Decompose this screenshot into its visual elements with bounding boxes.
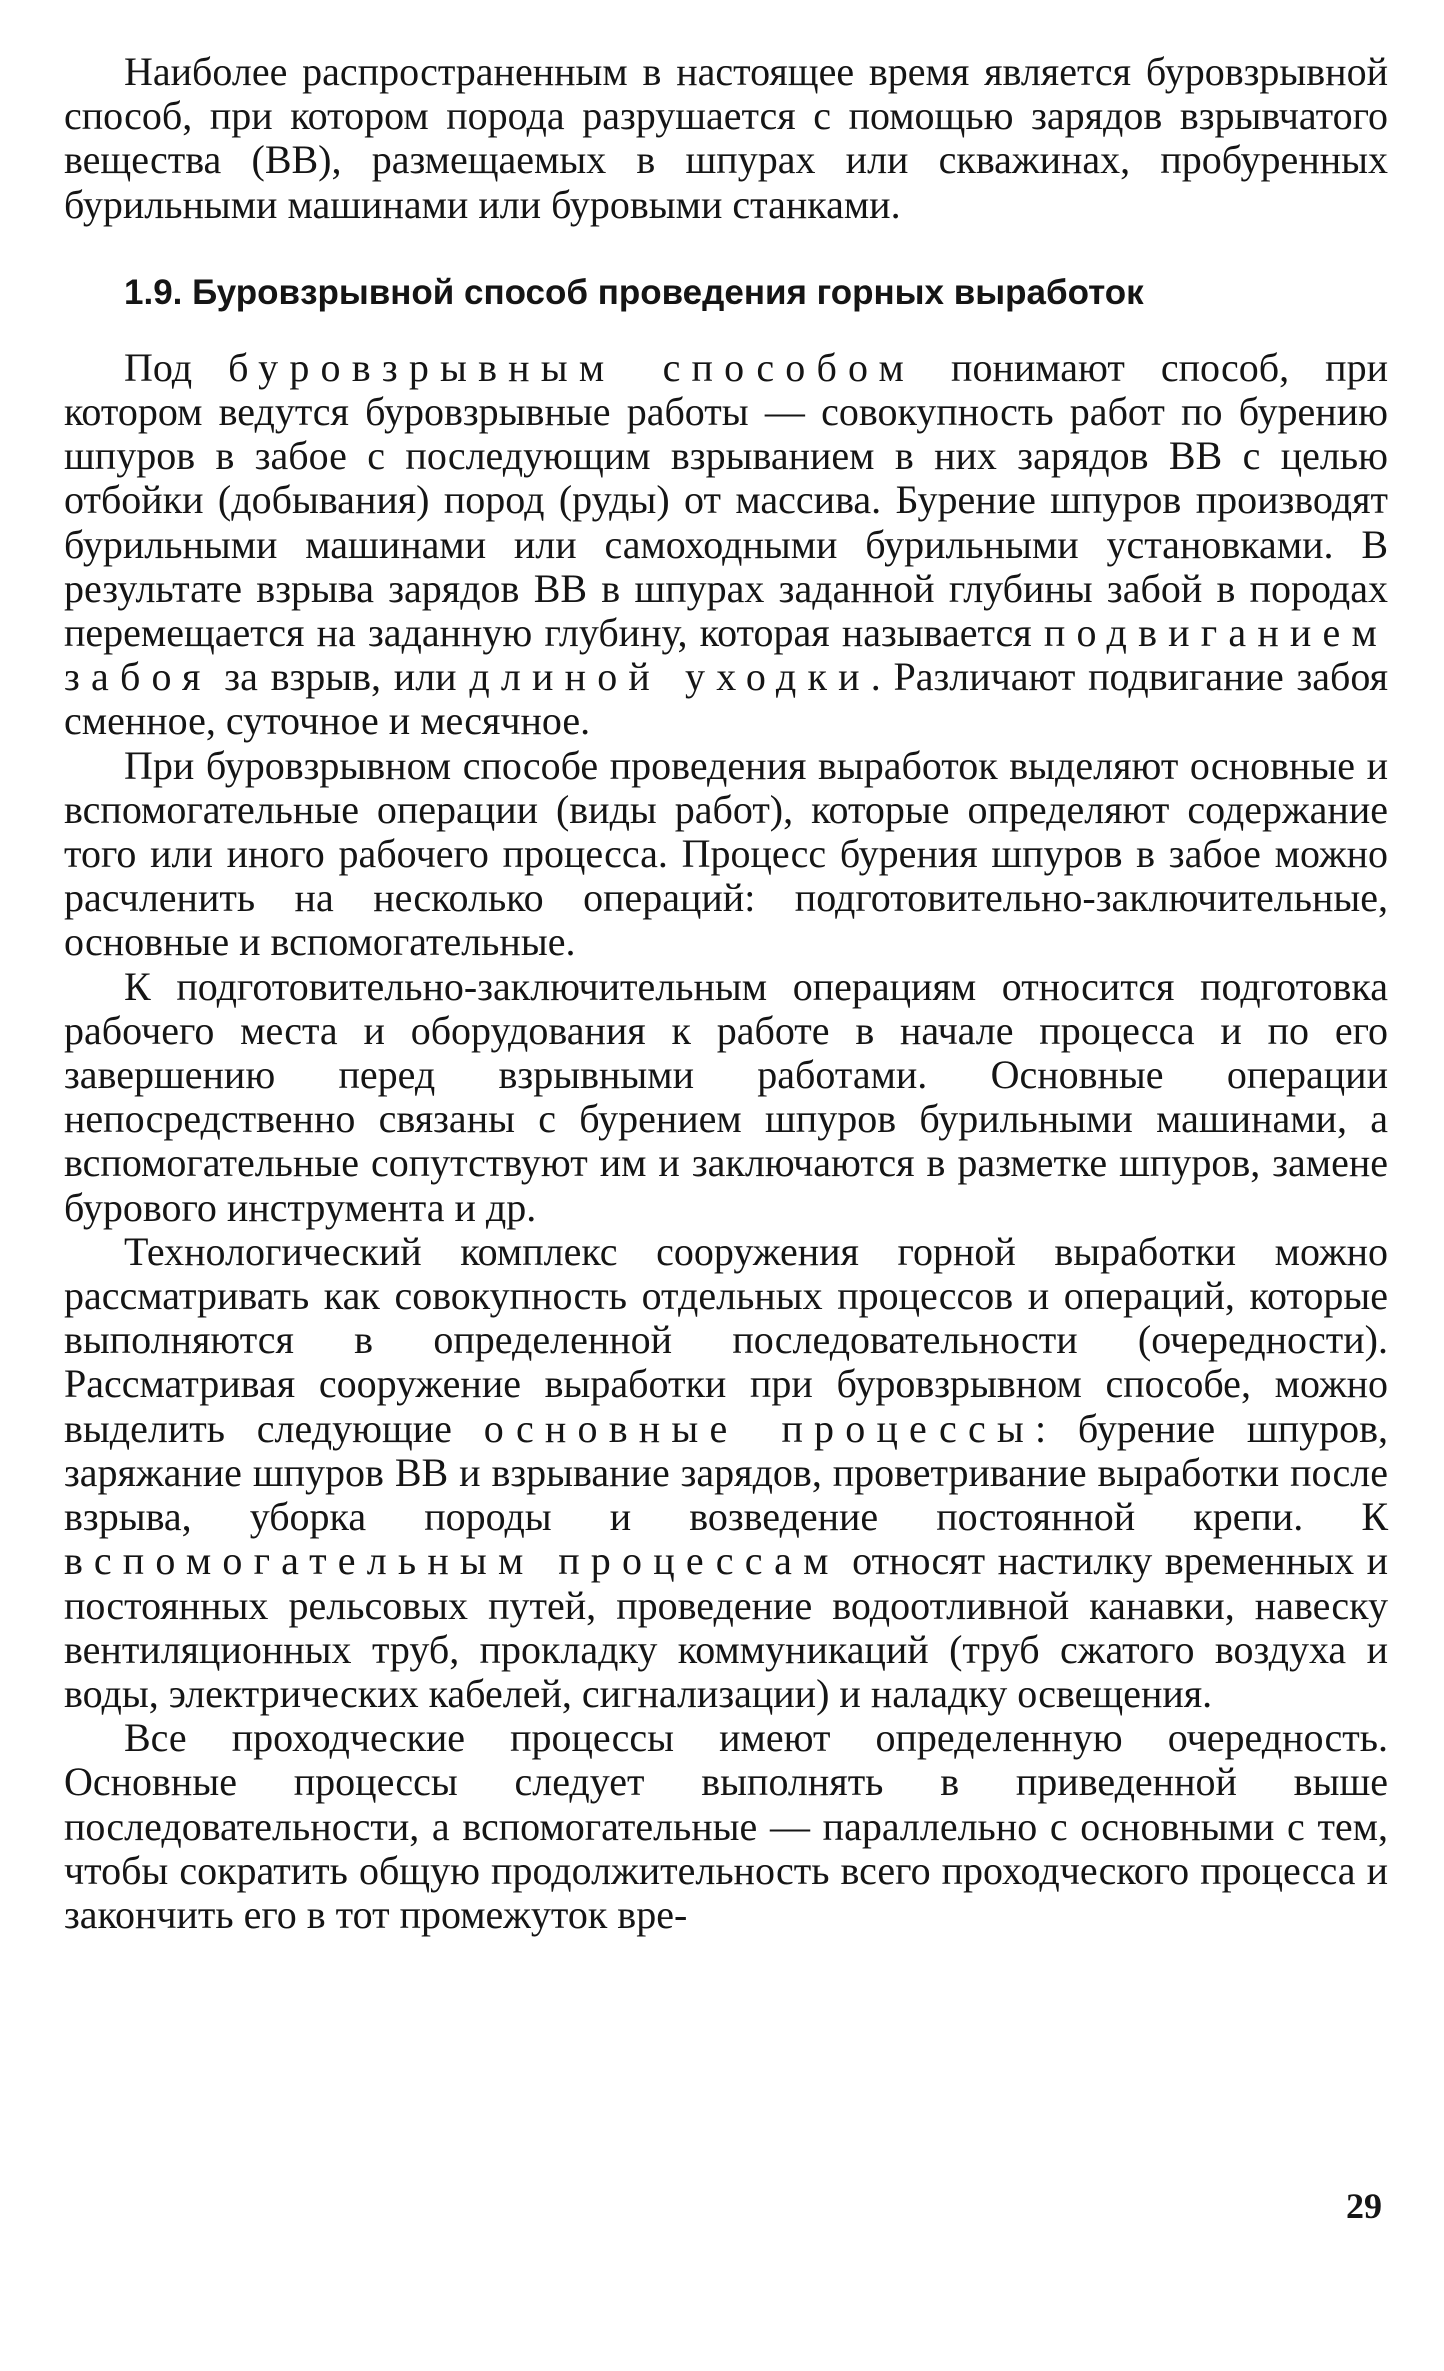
intro-paragraph: Наиболее распространенным в настоящее время является буровзрывной способ, при котором порода разрушается с помощью зарядов взрывчатого вещества (ВВ), размещаемых в шпурах или скважинах, пробуренных бурильными машинами или буровыми станками. (64, 49, 1388, 227)
paragraph-preparatory: К подготовительно-заключительным операциям относится подготовка рабочего места и оборудования к работе в начале процесса и по его завершению перед взрывными работами. Основные операции непосредственно связаны с бурением шпуров бурильными машинами, а вспомогательные сопутствуют им и заключаются в разметке шпуров, замене бурового инструмента и др. (64, 963, 1388, 1230)
spaced-term: длиной уходки (469, 654, 871, 700)
paragraph-text: относят настилку временных и постоянных рельсовых путей, проведение водоотливной канавки, навеску вентиляционных труб, прокладку коммуникаций (труб сжатого воздуха и воды, электрических кабелей, сигнализации) и наладку освещения. (64, 1538, 1388, 1716)
paragraph-text: . Различают подвигание забоя сменное, суточное и месячное. (64, 654, 1388, 744)
paragraph-text: понимают способ, при котором ведутся буровзрывные работы — совокупность работ по бурению шпуров в забое с последующим взрыванием в них зарядов ВВ с целью отбойки (добывания) пород (руды) от массива. Бурение шпуров производят бурильными машинами или самоходными бурильными установками. В результате взрыва зарядов ВВ в шпурах заданной глубины забой в породах перемещается на заданную глубину, которая называется (64, 344, 1388, 656)
paragraph-sequence: Все проходческие процессы имеют определенную очередность. Основные процессы следует выполнять в приведенной выше последовательности, а вспомогательные — параллельно с основными с тем, чтобы сократить общую продолжительность всего проходческого процесса и закончить его в тот промежуток вре- (64, 1715, 1388, 1937)
page-number: 29 (1346, 2186, 1382, 2226)
paragraph-text: : бурение шпуров, заряжание шпуров ВВ и взрывание зарядов, проветривание выработки после взрыва, уборка породы и возведение постоянной крепи. К (64, 1405, 1388, 1540)
paragraph-text: за взрыв, или (211, 654, 470, 700)
paragraph-lead: Под (124, 344, 229, 390)
section-heading: 1.9. Буровзрывной способ проведения горных выработок (124, 272, 1144, 312)
spaced-term: подвиганием забоя (64, 610, 1388, 700)
paragraph-processes (64, 1230, 1388, 1716)
paragraph-definition (64, 346, 1388, 744)
spaced-term: вспомогательным процессам (64, 1538, 840, 1584)
paragraph-operations: При буровзрывном способе проведения выработок выделяют основные и вспомогательные операции (виды работ), которые определяют содержание того или иного рабочего процесса. Процесс бурения шпуров в забое можно расчленить на несколько операций: подготовительно-заключительные, основные и вспомогательные. (64, 742, 1388, 965)
spaced-term: буровзрывным способом (228, 344, 916, 390)
spaced-term: основные процессы (483, 1405, 1035, 1451)
paragraph-lead: Технологический комплекс сооружения горной выработки можно рассматривать как совокупность отдельных процессов и операций, которые выполняются в определенной последовательности (очередности). Рассматривая сооружение выработки при буровзрывном способе, можно выделить следующие (64, 1228, 1388, 1451)
